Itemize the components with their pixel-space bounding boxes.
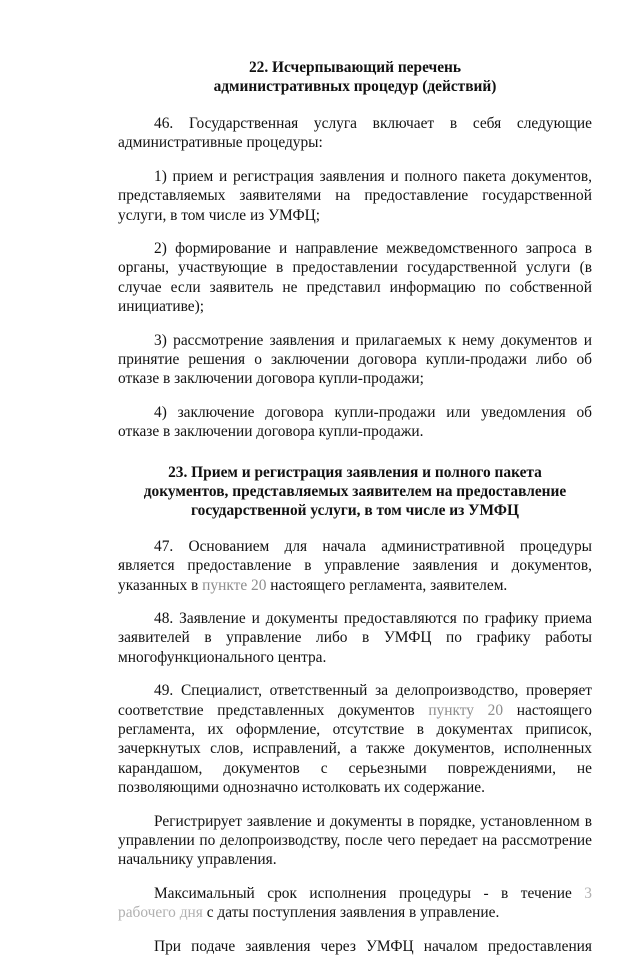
- reference-link-point-20[interactable]: пункту 20: [428, 701, 504, 719]
- paragraph-47: [118, 537, 592, 595]
- heading-line: 22. Исчерпывающий перечень: [248, 59, 462, 76]
- text-run: 49. Специалист, ответственный за делопроизводство, проверяет соответствие представленных документов: [118, 682, 592, 719]
- paragraph-item-2: 2) формирование и направление межведомственного запроса в органы, участвующие в предоставлении государственной услуги (в случае если заявитель не представил информацию по собственной инициативе);: [118, 240, 592, 316]
- reference-link-point-20[interactable]: пункте 20: [202, 576, 267, 594]
- paragraph-item-3: 3) рассмотрение заявления и прилагаемых к нему документов и принятие решения о заключении договора купли-продажи либо об отказе в заключении договора купли-продажи;: [118, 331, 592, 388]
- paragraph-49: [118, 681, 592, 797]
- heading-line: документов, представляемых заявителем на предоставление: [143, 482, 567, 500]
- section-22-heading: [118, 58, 592, 96]
- heading-line: 23. Прием и регистрация заявления и полного пакета: [168, 463, 542, 481]
- text-run: с даты поступления заявления в управление.: [202, 904, 500, 922]
- paragraph-item-4: 4) заключение договора купли-продажи или уведомления об отказе в заключении договора купли-продажи.: [118, 403, 592, 441]
- section-23-heading: [118, 463, 592, 520]
- text-run: 47. Основанием для начала административной процедуры является предоставление в управление заявления и документов, указанных в: [118, 537, 592, 594]
- text-run: настоящего регламента, их оформление, отсутствие в документах приписок, зачеркнутых слов, исправлений, а также документов, исполненных карандашом, документов с серьезными повреждениями, не позволяющими однозначно истолковать их содержание.: [118, 701, 592, 797]
- paragraph-48: 48. Заявление и документы предоставляются по графику приема заявителей в управление либо в УМФЦ по графику работы многофункционального центра.: [118, 609, 592, 666]
- text-run: Максимальный срок исполнения процедуры - в течение: [154, 884, 585, 902]
- reference-link-working-days[interactable]: 3 рабочего дня: [118, 884, 592, 922]
- paragraph-term: [118, 884, 592, 923]
- paragraph-46: 46. Государственная услуга включает в себя следующие административные процедуры:: [118, 115, 592, 152]
- paragraph-item-1: 1) прием и регистрация заявления и полного пакета документов, представляемых заявителями на предоставление государственной услуги, в том числе из УМФЦ;: [118, 167, 592, 224]
- heading-line: государственной услуги, в том числе из УМФЦ: [191, 501, 519, 519]
- paragraph-register: Регистрирует заявление и документы в порядке, установленном в управлении по делопроизводству, после чего передает на рассмотрение начальнику управления.: [118, 812, 592, 869]
- paragraph-last: При подаче заявления через УМФЦ началом предоставления: [154, 937, 592, 955]
- text-run: настоящего регламента, заявителем.: [266, 576, 508, 594]
- heading-line: административных процедур (действий): [213, 78, 497, 95]
